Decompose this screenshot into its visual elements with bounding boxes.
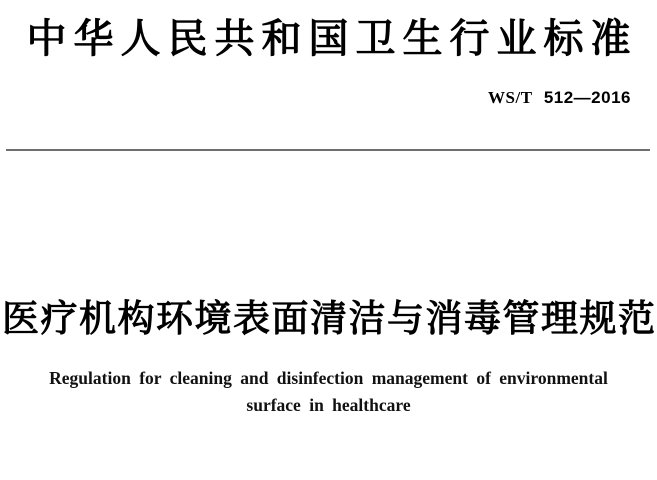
standard-code-number: 512—2016 (543, 88, 631, 107)
document-title-english-line2: surface in healthcare (246, 395, 411, 415)
document-title-chinese: 医疗机构环境表面清洁与消毒管理规范 (2, 298, 657, 339)
standard-number (488, 88, 631, 108)
header-divider-rule (6, 149, 650, 151)
document-title-english (0, 365, 657, 419)
document-title-english-line1: Regulation for cleaning and disinfection management of environmental (49, 368, 608, 388)
standard-code-prefix: WS/T (488, 88, 533, 107)
standard-category-title: 中华人民共和国卫生行业标准 (26, 17, 638, 61)
